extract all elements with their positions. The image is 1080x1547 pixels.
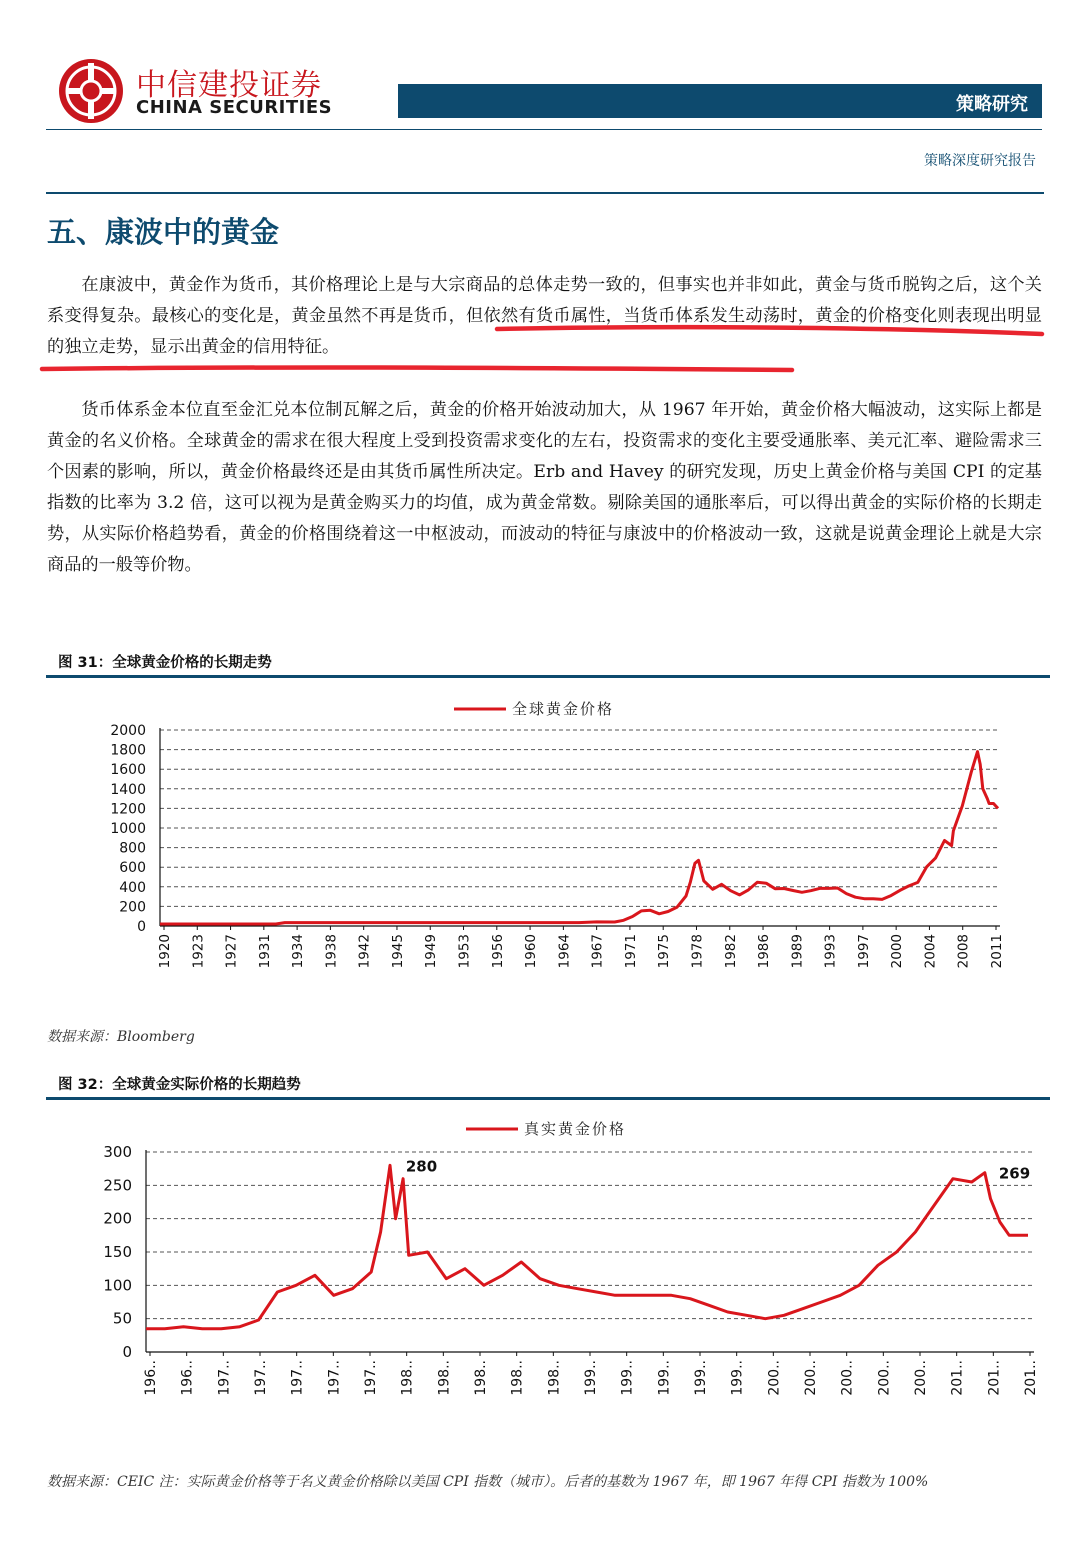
y-tick-label: 0	[137, 919, 146, 935]
brand-name-cn: 中信建投证券	[136, 68, 322, 103]
x-tick-label: 200..	[876, 1360, 893, 1396]
paragraph-1	[47, 270, 1042, 363]
x-tick-label: 196..	[179, 1360, 196, 1396]
x-tick-label: 1986	[756, 934, 773, 969]
y-tick-label: 600	[119, 860, 146, 877]
y-tick-label: 100	[103, 1276, 132, 1295]
y-tick-label: 400	[119, 879, 146, 896]
y-tick-label: 1800	[110, 742, 146, 759]
x-tick-label: 1982	[722, 934, 739, 969]
paragraph-1-text: 在康波中，黄金作为货币，其价格理论上是与大宗商品的总体走势一致的，但事实也并非如此，黄金与货币脱钩之后，这个关系变得复杂。最核心的变化是，	[47, 275, 1042, 326]
figure-32-caption: 图 32：全球黄金实际价格的长期趋势	[58, 1077, 301, 1093]
x-tick-label: 1960	[523, 934, 540, 969]
x-tick-label: 199..	[693, 1360, 709, 1396]
series-line	[146, 1164, 1031, 1328]
header-rule	[46, 192, 1044, 194]
header-thin-rule	[46, 129, 1042, 130]
x-tick-label: 197..	[363, 1360, 379, 1396]
x-tick-label: 1953	[456, 934, 473, 969]
gold-price-chart	[46, 690, 1050, 1000]
paragraph-1-highlight: 黄金虽然不再是货币，但依然有货币属性，当货币体系发生动荡时，黄金的价格变化则表现出明显的独立走势，显示出黄金的信用特征。	[47, 306, 1042, 357]
y-tick-label: 1200	[110, 801, 146, 818]
x-tick-label: 1920	[157, 934, 173, 969]
x-tick-label: 197..	[216, 1360, 233, 1396]
x-tick-label: 200..	[803, 1360, 819, 1396]
paragraph-2	[47, 395, 1042, 581]
y-tick-label: 1000	[110, 821, 146, 837]
brand-name-en: CHINA SECURITIES	[136, 97, 333, 118]
paragraph-2-text: 货币体系金本位直至金汇兑本位制瓦解之后，黄金的价格开始波动加大，从 1967 年开始，黄金价格大幅波动，这实际上都是黄金的名义价格。全球黄金的需求在很大程度上受到投资需求变化的左右，投资需求的变化主要受通胀率、美元汇率、避险需求三个因素的影响，所以，黄金价格最终还是由其货币属性所决定。Erb and Havey 的研究发现，历史上黄金价格与美国 CPI 的定基指数的比率为 3.2 倍，这可以视为是黄金购买力的均值，成为黄金常数。剔除美国的通胀率后，可以得出黄金的实际价格的长期走势，从实际价格趋势看，黄金的价格围绕着这一中枢波动，而波动的特征与康波中的价格波动一致，这就是说黄金理论上就是大宗商品的一般等价物。	[47, 400, 1042, 575]
report-type: 策略深度研究报告	[924, 153, 1036, 169]
x-tick-label: 1971	[622, 934, 639, 969]
x-tick-label: 197..	[253, 1360, 269, 1396]
section-tag-bar	[398, 84, 1042, 118]
x-tick-label: 199..	[619, 1360, 636, 1396]
x-tick-label: 197..	[326, 1360, 343, 1396]
x-tick-label: 2004	[922, 934, 939, 969]
figure-31-source: 数据来源：Bloomberg	[47, 1029, 195, 1045]
x-tick-label: 198..	[436, 1360, 453, 1396]
x-tick-label: 201..	[986, 1360, 1003, 1396]
x-tick-label: 1993	[822, 934, 839, 969]
x-tick-label: 1949	[423, 934, 440, 969]
legend-label: 真实黄金价格	[524, 1120, 627, 1138]
x-tick-label: 1964	[556, 934, 573, 969]
x-tick-label: 197..	[289, 1360, 306, 1396]
y-tick-label: 200	[119, 899, 146, 916]
x-tick-label: 1931	[256, 934, 273, 969]
x-tick-label: 198..	[509, 1360, 526, 1396]
x-tick-label: 1967	[589, 934, 606, 969]
y-tick-label: 0	[122, 1343, 132, 1361]
x-tick-label: 1938	[323, 934, 340, 969]
x-tick-label: 199..	[583, 1360, 599, 1396]
y-tick-label: 250	[103, 1176, 132, 1195]
x-tick-label: 201..	[1023, 1360, 1039, 1396]
x-tick-label: 2008	[955, 934, 972, 969]
x-tick-label: 199..	[656, 1360, 673, 1396]
figure-31-caption: 图 31：全球黄金价格的长期走势	[58, 655, 272, 671]
y-tick-label: 1600	[110, 762, 146, 779]
x-tick-label: 1942	[356, 934, 373, 969]
x-tick-label: 2000	[889, 934, 906, 969]
section-title: 五、康波中的黄金	[47, 215, 280, 249]
x-tick-label: 1945	[389, 934, 406, 969]
x-tick-label: 1989	[789, 934, 806, 969]
x-tick-label: 198..	[399, 1360, 416, 1396]
x-tick-label: 200..	[766, 1360, 783, 1396]
citic-logo	[58, 58, 124, 124]
x-tick-label: 1934	[290, 934, 307, 969]
annotation-label: 280	[405, 1157, 438, 1176]
x-tick-label: 1956	[489, 934, 506, 969]
y-tick-label: 800	[119, 840, 146, 857]
y-tick-label: 150	[103, 1243, 132, 1261]
x-tick-label: 1923	[190, 934, 207, 969]
x-tick-label: 2011	[989, 934, 1005, 969]
series-line	[160, 752, 998, 924]
section-tag: 策略研究	[956, 94, 1028, 115]
x-tick-label: 1978	[689, 934, 706, 969]
y-tick-label: 300	[103, 1143, 132, 1161]
x-tick-label: 1997	[855, 934, 872, 969]
x-tick-label: 1975	[656, 934, 673, 969]
y-tick-label: 200	[103, 1209, 132, 1228]
y-tick-label: 1400	[110, 781, 146, 798]
x-tick-label: 200..	[913, 1360, 929, 1396]
x-tick-label: 199..	[729, 1360, 746, 1396]
legend-label: 全球黄金价格	[512, 700, 615, 718]
annotation-label: 269	[998, 1164, 1031, 1183]
figure-31-rule	[46, 675, 1050, 678]
x-tick-label: 198..	[546, 1360, 563, 1396]
figure-32-rule	[46, 1097, 1050, 1100]
x-tick-label: 1927	[223, 934, 240, 969]
x-tick-label: 198..	[473, 1360, 489, 1396]
figure-32-source: 数据来源：CEIC 注：实际黄金价格等于名义黄金价格除以美国 CPI 指数（城市）。后者的基数为 1967 年，即 1967 年得 CPI 指数为 100%	[47, 1474, 929, 1490]
x-tick-label: 201..	[949, 1360, 966, 1396]
x-tick-label: 196..	[143, 1360, 159, 1396]
real-gold-price-chart	[46, 1112, 1050, 1402]
y-tick-label: 50	[112, 1309, 132, 1328]
x-tick-label: 200..	[839, 1360, 856, 1396]
y-tick-label: 2000	[110, 723, 146, 739]
